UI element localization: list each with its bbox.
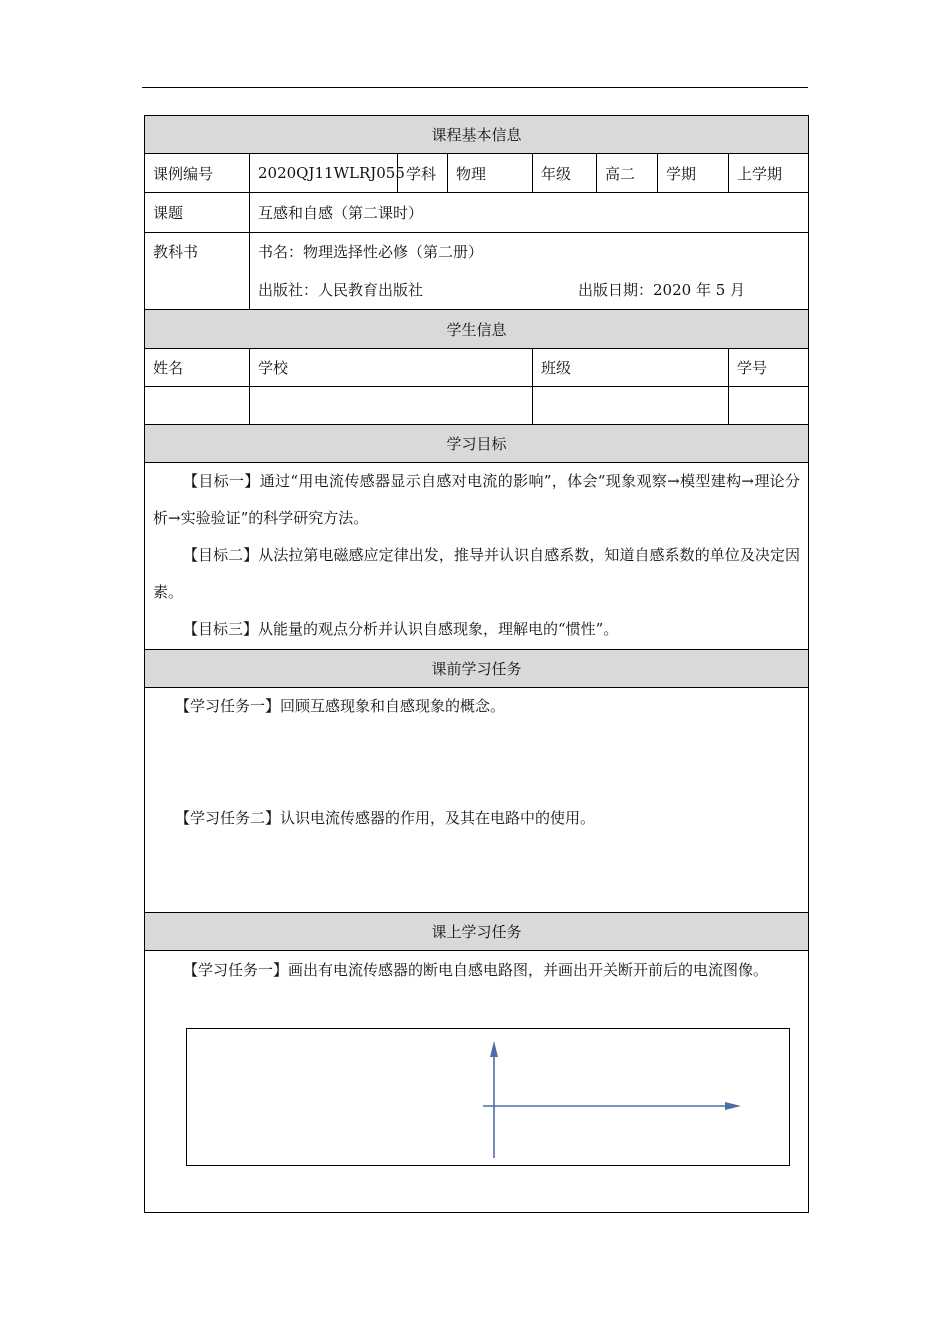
case-id-label: 课例编号	[145, 154, 250, 193]
name-label: 姓名	[145, 349, 250, 387]
current-time-axes	[187, 1029, 789, 1165]
current-axis-arrow-icon	[490, 1041, 498, 1057]
class-label: 班级	[533, 349, 729, 387]
textbook-name: 书名：物理选择性必修（第二册）	[258, 243, 484, 261]
pre-class-task-2: 【学习任务二】认识电流传感器的作用，及其在电路中的使用。	[175, 809, 596, 827]
school-label: 学校	[250, 349, 533, 387]
current-graph-drawing-box	[186, 1028, 790, 1166]
grade-value: 高二	[597, 154, 658, 193]
pre-class-body	[145, 688, 809, 913]
textbook-publisher-row	[258, 271, 800, 309]
textbook-details	[250, 233, 809, 310]
term-label: 学期	[658, 154, 729, 193]
pre-class-task-1: 【学习任务一】回顾互感现象和自感现象的概念。	[175, 697, 506, 715]
subject-value: 物理	[448, 154, 533, 193]
pre-class-header: 课前学习任务	[145, 650, 809, 688]
student-number-label: 学号	[729, 349, 809, 387]
class-input-cell[interactable]	[533, 387, 729, 425]
grade-label: 年级	[533, 154, 597, 193]
textbook-label: 教科书	[145, 233, 250, 310]
objective-item: 【目标三】从能量的观点分析并认识自感现象，理解电的“惯性”。	[183, 620, 619, 638]
objectives-header: 学习目标	[145, 425, 809, 463]
objectives-body	[145, 463, 809, 650]
in-class-task-1: 【学习任务一】画出有电流传感器的断电自感电路图，并画出开关断开前后的电流图像。	[183, 961, 769, 979]
topic-value: 互感和自感（第二课时）	[250, 193, 809, 233]
name-input-cell[interactable]	[145, 387, 250, 425]
in-class-header: 课上学习任务	[145, 913, 809, 951]
term-value: 上学期	[729, 154, 809, 193]
textbook-publisher: 出版社：人民教育出版社	[258, 281, 424, 299]
time-axis-arrow-icon	[725, 1102, 741, 1110]
textbook-publish-date: 出版日期：2020 年 5 月	[578, 281, 746, 299]
course-info-header: 课程基本信息	[145, 116, 809, 154]
student-number-input-cell[interactable]	[729, 387, 809, 425]
page-header-rule	[142, 87, 808, 88]
objective-item: 【目标一】通过“用电流传感器显示自感对电流的影响”，体会“现象观察→模型建构→理论分析→实验验证”的科学研究方法。	[153, 472, 801, 527]
topic-label: 课题	[145, 193, 250, 233]
student-info-header: 学生信息	[145, 310, 809, 349]
objective-item: 【目标二】从法拉第电磁感应定律出发，推导并认识自感系数，知道自感系数的单位及决定因素。	[153, 546, 801, 601]
school-input-cell[interactable]	[250, 387, 533, 425]
subject-label: 学科	[398, 154, 448, 193]
case-id-value: 2020QJ11WLRJ055	[250, 154, 398, 193]
